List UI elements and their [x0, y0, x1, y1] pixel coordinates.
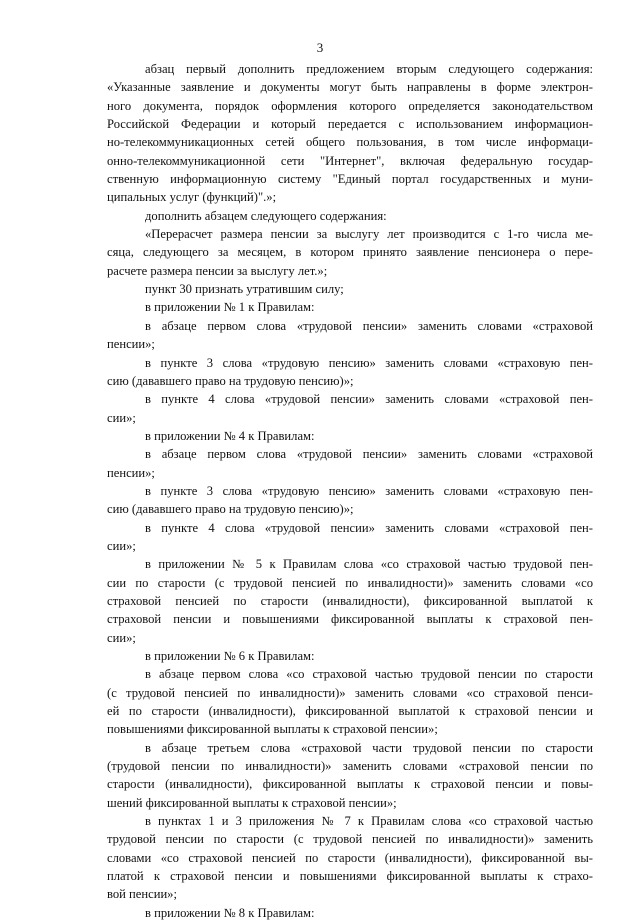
text-line: но-телекоммуникационных сетей общего пользования, в том числе информаци- [107, 135, 593, 150]
text-line: ного документа, порядок оформления которого определяется законодательством [107, 98, 593, 113]
text-line: старости (инвалидности), фиксированной выплаты к страховой пенсии и повы- [107, 777, 593, 792]
text-line: в пункте 4 слова «трудовой пенсии» заменить словами «страховой пен- [145, 392, 593, 407]
text-line: сии по старости (с трудовой пенсией по инвалидности)» заменить словами «со [107, 575, 593, 590]
document-body [107, 60, 593, 922]
text-line: платой к страховой пенсии и повышениями фиксированной выплаты к страхо- [107, 869, 593, 884]
text-line: «Указанные заявление и документы могут быть направлены в форме электрон- [107, 80, 593, 95]
text-line: (с трудовой пенсией по инвалидности)» заменить словами «со страховой пенси- [107, 685, 593, 700]
text-line: сии»; [107, 630, 136, 645]
text-line: повышениями фиксированной выплаты к страховой пенсии»; [107, 722, 438, 737]
text-line: сии»; [107, 538, 136, 553]
text-line: «Перерасчет размера пенсии за выслугу лет производится с 1-го числа ме- [145, 227, 593, 242]
text-line: ципальных услуг (функций)".»; [107, 190, 277, 205]
text-line: в пунктах 1 и 3 приложения № 7 к Правилам слова «со страховой частью [145, 814, 593, 829]
text-line: в пункте 3 слова «трудовую пенсию» заменить словами «страховую пен- [145, 355, 593, 370]
text-line: страховой пенсией по старости (инвалидности), фиксированной выплатой к [107, 593, 593, 608]
text-line: в приложении № 4 к Правилам: [145, 428, 315, 443]
text-line: дополнить абзацем следующего содержания: [145, 208, 387, 223]
text-line: пенсии»; [107, 465, 155, 480]
text-line: в приложении № 1 к Правилам: [145, 300, 315, 315]
text-line: (трудовой пенсии по инвалидности)» заменить словами «страховой пенсии по [107, 759, 593, 774]
text-line: в пункте 4 слова «трудовой пенсии» заменить словами «страховой пен- [145, 520, 593, 535]
text-line: расчете размера пенсии за выслугу лет.»; [107, 263, 328, 278]
text-line: ей по старости (инвалидности), фиксированной выплатой к страховой пенсии и [107, 704, 593, 719]
text-line: шений фиксированной выплаты к страховой пенсии»; [107, 795, 397, 810]
text-line: в пункте 3 слова «трудовую пенсию» заменить словами «страховую пен- [145, 483, 593, 498]
text-line: сии»; [107, 410, 136, 425]
text-line: трудовой пенсии по старости (с трудовой пенсией по инвалидности)» заменить [107, 832, 593, 847]
text-line: сяца, следующего за месяцем, в котором принято заявление пенсионера о пере- [107, 245, 593, 260]
text-line: в приложении № 6 к Правилам: [145, 649, 315, 663]
text-line: в приложении № 8 к Правилам: [145, 905, 315, 920]
text-line: ственную информационную систему "Единый портал государственных и муни- [107, 172, 593, 187]
text-line: вой пенсии»; [107, 887, 177, 902]
text-line: пенсии»; [107, 337, 155, 352]
text-line: сию (дававшего право на трудовую пенсию)»; [107, 373, 354, 388]
text-line: в абзаце первом слова «со страховой частью трудовой пенсии по старости [145, 667, 593, 682]
text-line: пункт 30 признать утратившим силу; [145, 282, 344, 297]
text-line: в абзаце первом слова «трудовой пенсии» заменить словами «страховой [145, 318, 593, 333]
text-line: Российской Федерации и который передается с использованием информацион- [107, 117, 593, 132]
text-line: сию (дававшего право на трудовую пенсию)»; [107, 502, 354, 517]
text-line: словами «со страховой пенсией по старости (инвалидности), фиксированной вы- [107, 850, 593, 865]
text-line: в абзаце первом слова «трудовой пенсии» заменить словами «страховой [145, 447, 593, 462]
text-line: абзац первый дополнить предложением вторым следующего содержания: [145, 62, 593, 76]
text-line: в приложении № 5 к Правилам слова «со страховой частью трудовой пен- [145, 557, 593, 572]
text-line: в абзаце третьем слова «страховой части трудовой пенсии по старости [145, 740, 593, 755]
page-number: 3 [316, 40, 324, 55]
text-line: страховой пенсии и повышениями фиксированной выплаты к страховой пен- [107, 612, 593, 627]
text-line: онно-телекоммуникационной сети "Интернет", включая федеральную государ- [107, 153, 593, 168]
